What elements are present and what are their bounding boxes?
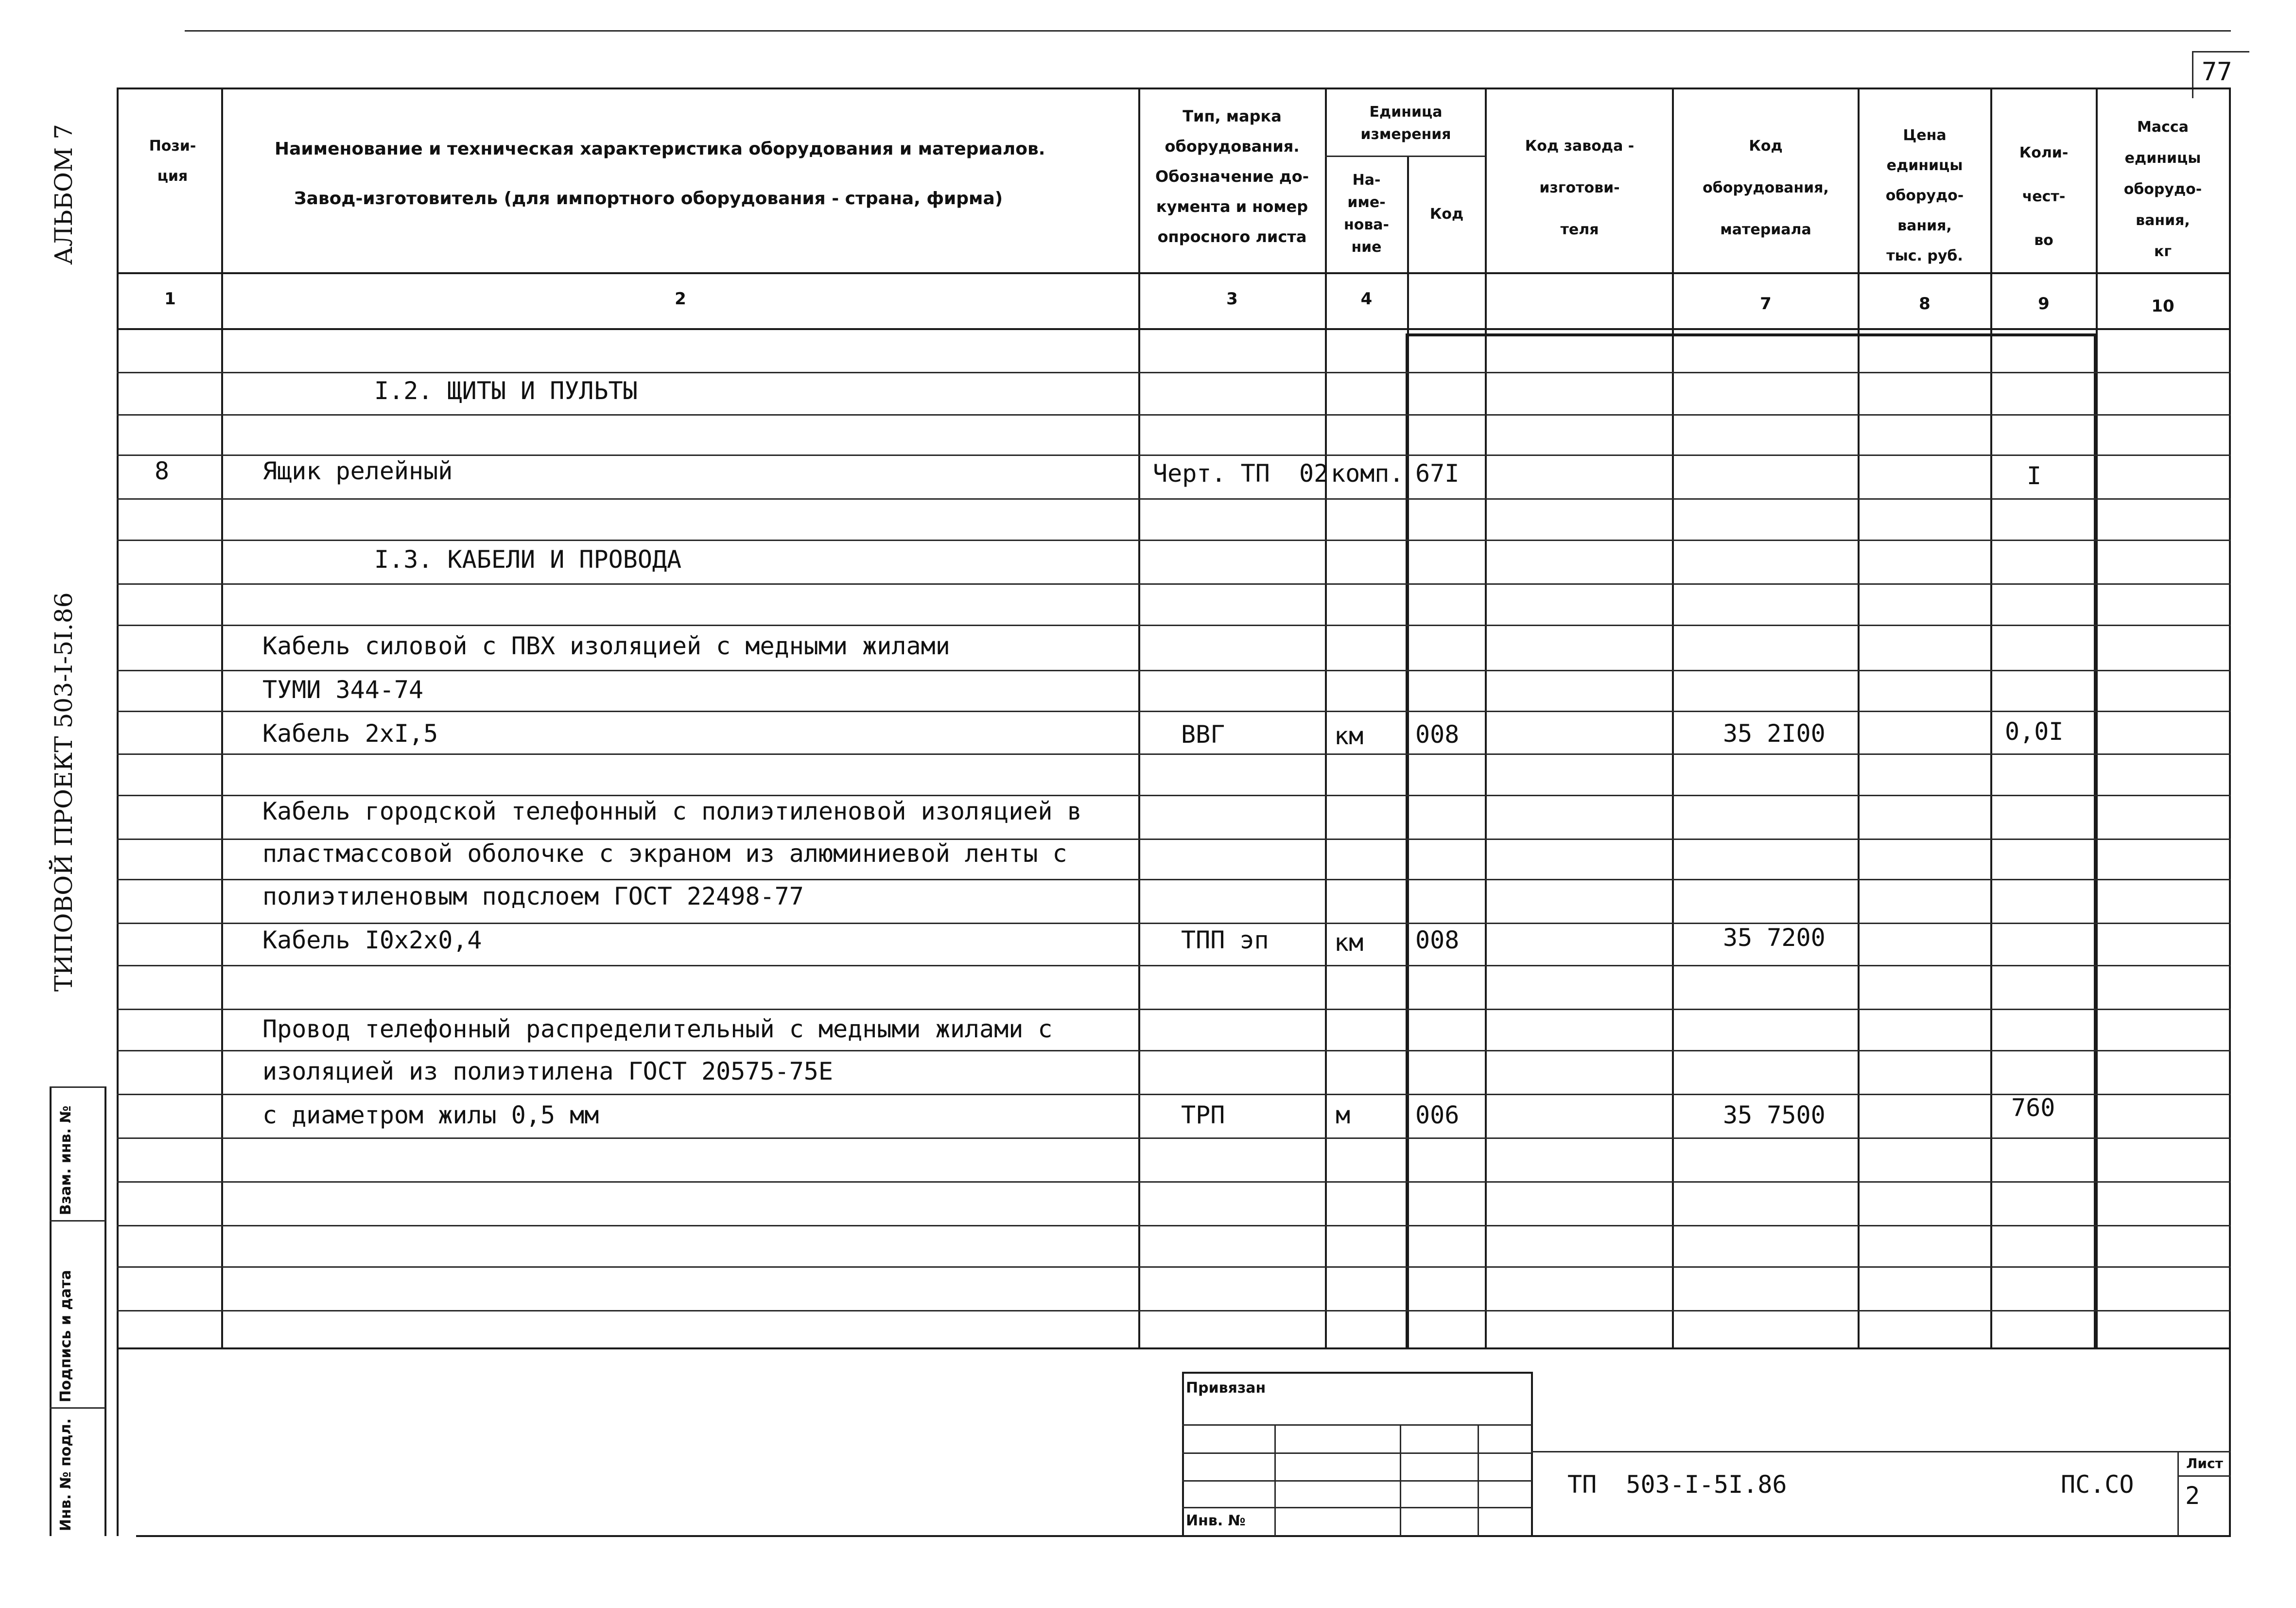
header-col2-l2: Завод-изготовитель (для импортного оборудования - страна, фирма) bbox=[294, 189, 1003, 209]
header-col4-l4: ние bbox=[1351, 239, 1382, 256]
relay-box-name: Ящик релейный bbox=[262, 457, 453, 485]
wire-desc-l3: с диаметром жилы 0,5 мм bbox=[262, 1101, 599, 1129]
header-col3-l4: кумента и номер bbox=[1156, 197, 1308, 216]
sheet-label: Лист bbox=[2186, 1455, 2223, 1471]
document-mark: ПС.СО bbox=[2061, 1470, 2134, 1499]
cable1-desc-l3: Кабель 2хI,5 bbox=[262, 719, 438, 748]
header-col3-l2: оборудования. bbox=[1165, 137, 1300, 156]
header-col3-l1: Тип, марка bbox=[1183, 107, 1282, 125]
header-col9-l2: чест- bbox=[2022, 188, 2066, 205]
colnum-2: 2 bbox=[675, 289, 686, 309]
header-unit-l1: Единица bbox=[1369, 104, 1443, 121]
header-col4-l1: На- bbox=[1352, 172, 1381, 189]
header-col10-l4: вания, bbox=[2136, 212, 2190, 229]
header-col10-l5: кг bbox=[2154, 243, 2172, 260]
header-col7-l1: Код bbox=[1749, 138, 1783, 155]
colnum-8: 8 bbox=[1919, 294, 1931, 314]
colnum-1: 1 bbox=[164, 289, 176, 309]
wire-desc-l1: Провод телефонный распределительный с медными жилами с bbox=[262, 1015, 1053, 1043]
wire-desc-l2: изоляцией из полиэтилена ГОСТ 20575-75Е bbox=[262, 1057, 833, 1085]
section-title-1-3: I.3. КАБЕЛИ И ПРОВОДА bbox=[374, 545, 682, 574]
cable1-unit: км bbox=[1334, 722, 1364, 750]
header-col8-l4: вания, bbox=[1897, 217, 1952, 234]
header-col7-l2: оборудования, bbox=[1703, 179, 1829, 196]
header-col8-l5: тыс. руб. bbox=[1886, 247, 1963, 264]
header-col6-l2: изготови- bbox=[1539, 179, 1620, 196]
header-unit-l2: измерения bbox=[1360, 126, 1451, 143]
header-col6-l3: теля bbox=[1560, 221, 1599, 238]
header-col3-l3: Обозначение до- bbox=[1155, 167, 1309, 186]
header-col6-l1: Код завода - bbox=[1525, 138, 1635, 155]
header-col4-l2: име- bbox=[1347, 194, 1386, 211]
wire-qty: 760 bbox=[2011, 1094, 2055, 1122]
section-title-1-2: I.2. ЩИТЫ И ПУЛЬТЫ bbox=[374, 377, 638, 405]
inv-no-label: Инв. № bbox=[1186, 1512, 1246, 1529]
relay-box-doc: Черт. ТП 02 bbox=[1153, 459, 1329, 488]
cable1-code: 008 bbox=[1415, 720, 1460, 749]
cable1-desc-l2: ТУМИ 344-74 bbox=[262, 676, 424, 704]
cable2-matcode: 35 7200 bbox=[1723, 924, 1826, 952]
header-col10-l2: единицы bbox=[2124, 150, 2201, 167]
header-col1-l2: ция bbox=[157, 168, 188, 185]
colnum-7: 7 bbox=[1760, 294, 1772, 314]
cable2-desc-l4: Кабель I0х2х0,4 bbox=[262, 926, 482, 954]
privyazan-label: Привязан bbox=[1186, 1380, 1266, 1397]
cable2-desc-l2: пластмассовой оболочке с экраном из алюминиевой ленты с bbox=[262, 839, 1067, 868]
colnum-4: 4 bbox=[1360, 289, 1373, 309]
stamp-inv-podl: Инв. № подл. bbox=[57, 1418, 74, 1531]
sheet-number: 2 bbox=[2185, 1482, 2200, 1510]
wire-matcode: 35 7500 bbox=[1723, 1101, 1826, 1129]
cable1-type: ВВГ bbox=[1181, 720, 1225, 749]
cable1-desc-l1: Кабель силовой с ПВХ изоляцией с медными жилами bbox=[262, 632, 950, 660]
header-col4-l3: нова- bbox=[1343, 216, 1390, 233]
cable2-code: 008 bbox=[1415, 926, 1460, 954]
header-col7-l3: материала bbox=[1720, 221, 1811, 238]
header-col8-l2: единицы bbox=[1886, 157, 1963, 174]
stamp-signature: Подпись и дата bbox=[57, 1270, 74, 1402]
wire-unit: м bbox=[1336, 1101, 1351, 1129]
project-label: ТИПОВОЙ ПРОЕКТ 503-I-5I.86 bbox=[50, 592, 78, 992]
colnum-10: 10 bbox=[2151, 297, 2174, 316]
row-pos-8: 8 bbox=[155, 457, 170, 485]
header-col10-l1: Масса bbox=[2137, 119, 2189, 136]
header-col8-l1: Цена bbox=[1903, 127, 1947, 144]
header-col9-l3: во bbox=[2034, 232, 2053, 249]
header-col5: Код bbox=[1429, 206, 1464, 223]
relay-box-qty: I bbox=[2027, 462, 2042, 490]
header-col3-l5: опросного листа bbox=[1157, 227, 1307, 246]
header-col10-l3: оборудо- bbox=[2123, 181, 2202, 198]
cable1-qty: 0,0I bbox=[2005, 717, 2064, 746]
cable2-desc-l3: полиэтиленовым подслоем ГОСТ 22498-77 bbox=[262, 882, 804, 910]
relay-box-unit: комп. bbox=[1331, 459, 1404, 488]
cable1-matcode: 35 2I00 bbox=[1723, 719, 1826, 748]
cable2-type: ТПП эп bbox=[1181, 926, 1269, 954]
header-col9-l1: Коли- bbox=[2019, 144, 2069, 161]
document-code: ТП 503-I-5I.86 bbox=[1567, 1470, 1787, 1499]
wire-type: ТРП bbox=[1181, 1101, 1225, 1129]
cable2-unit: км bbox=[1334, 928, 1364, 957]
wire-code: 006 bbox=[1415, 1101, 1460, 1129]
page-number: 77 bbox=[2202, 57, 2232, 87]
relay-box-code: 67I bbox=[1415, 459, 1460, 488]
stamp-inv-vzam: Взам. инв. № bbox=[57, 1105, 74, 1215]
header-col8-l3: оборудо- bbox=[1885, 187, 1964, 204]
header-col2-l1: Наименование и техническая характеристика оборудования и материалов. bbox=[275, 139, 1045, 159]
colnum-3: 3 bbox=[1226, 289, 1238, 309]
header-col1-l1: Пози- bbox=[149, 138, 196, 155]
album-label: АЛЬБОМ 7 bbox=[50, 124, 78, 265]
cable2-desc-l1: Кабель городской телефонный с полиэтиленовой изоляцией в bbox=[262, 797, 1082, 825]
colnum-9: 9 bbox=[2038, 294, 2050, 314]
